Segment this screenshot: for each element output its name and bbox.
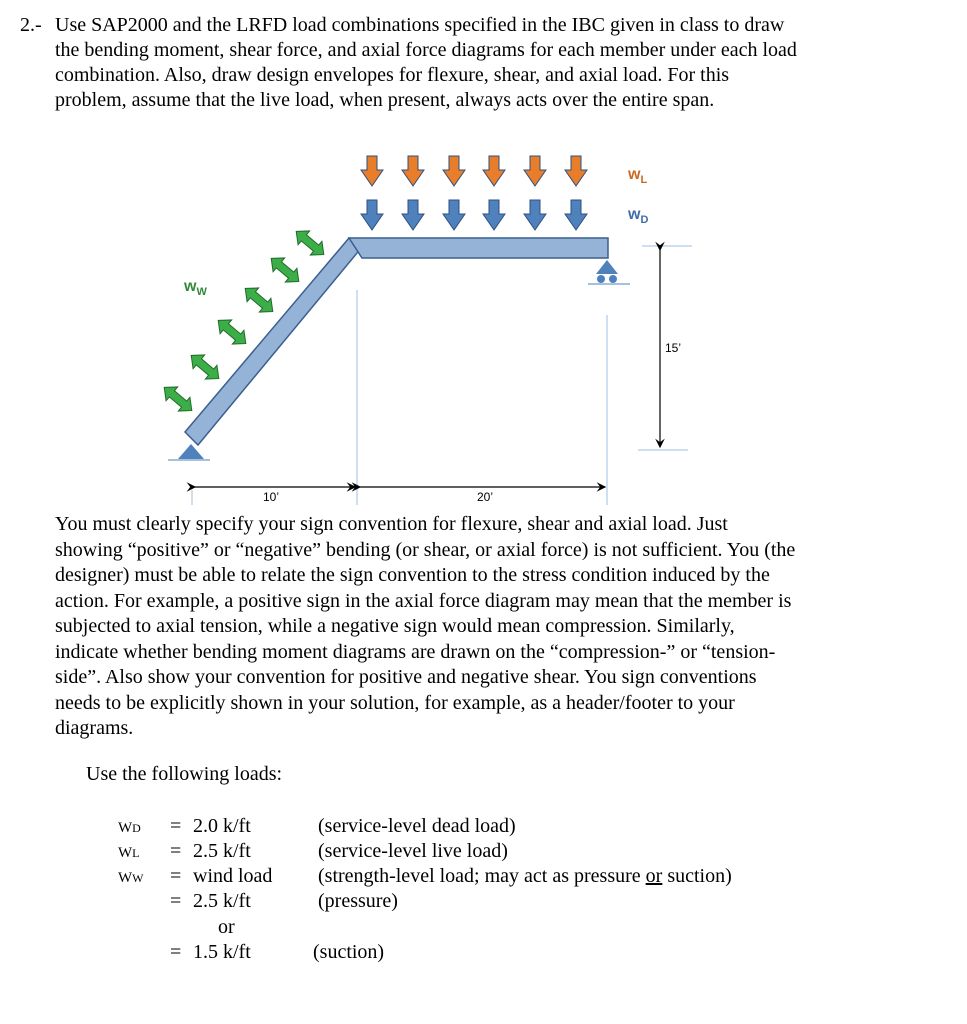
desc-text: suction) [662, 865, 732, 887]
load-value: 2.5 k/ft [193, 840, 251, 862]
dead-load-label: $w_D$ [628, 206, 649, 227]
pin-support [168, 444, 210, 460]
load-symbol: WL [118, 845, 140, 861]
roller-support [588, 260, 630, 284]
problem-number: 2.- [20, 14, 42, 36]
height-dimension: 15’ [665, 341, 682, 355]
problem-line: problem, assume that the live load, when present, always acts over the entire span. [55, 89, 715, 111]
wind-load-label: $w_W$ [184, 278, 207, 299]
dead-load-arrows [361, 200, 587, 230]
convention-line: needs to be explicitly shown in your solution, for example, as a header/footer to your [55, 691, 735, 714]
convention-line: subjected to axial tension, while a negative sign would mean compression. Similarly, [55, 615, 735, 637]
frame-members [185, 238, 608, 445]
live-load-arrows [361, 156, 587, 186]
problem-line: combination. Also, draw design envelopes for flexure, shear, and axial load. For this [55, 64, 730, 86]
equals-sign: = [170, 815, 182, 837]
equals-sign: = [170, 941, 182, 963]
load-description: (service-level live load) [318, 840, 508, 862]
convention-line: designer) must be able to relate the sign convention to the stress condition induced by the [55, 564, 770, 586]
live-load-label: $w_L$ [628, 166, 648, 187]
load-value: 2.5 k/ft [193, 890, 251, 912]
load-description [318, 864, 732, 889]
left-span-dimension: 10’ [263, 490, 280, 504]
problem-line: Use SAP2000 and the LRFD load combinations specified in the IBC given in class to draw [55, 14, 785, 36]
convention-line: diagrams. [55, 717, 134, 739]
equals-sign: = [170, 865, 182, 887]
load-symbol: WW [118, 870, 144, 886]
guide-lines [192, 246, 692, 505]
load-description: (pressure) [318, 890, 398, 912]
load-description: (service-level dead load) [318, 815, 516, 837]
convention-line: You must clearly specify your sign convention for flexure, shear and axial load. Just [55, 513, 728, 535]
convention-line: side”. Also show your convention for positive and negative shear. You sign conventions [55, 666, 757, 688]
convention-line: showing “positive” or “negative” bending (or shear, or axial force) is not sufficient. You (the [55, 538, 796, 561]
desc-underlined: or [645, 865, 663, 887]
problem-line: the bending moment, shear force, and axial force diagrams for each member under each load [55, 39, 797, 61]
load-value: 2.0 k/ft [193, 815, 251, 837]
convention-line: action. For example, a positive sign in the axial force diagram may mean that the member is [55, 589, 792, 612]
load-value: wind load [193, 865, 273, 887]
loads-intro: Use the following loads: [86, 763, 283, 785]
equals-sign: = [170, 840, 182, 862]
equals-sign: = [170, 890, 182, 912]
desc-text: (strength-level load; may act as pressure [318, 865, 646, 887]
dimension-lines [195, 250, 660, 487]
or-text: or [218, 916, 235, 938]
load-symbol: WD [118, 820, 141, 836]
load-description: (suction) [313, 941, 385, 963]
load-value: 1.5 k/ft [193, 941, 251, 963]
right-span-dimension: 20’ [477, 490, 494, 504]
convention-line: indicate whether bending moment diagrams are drawn on the “compression-” or “tension- [55, 640, 776, 663]
